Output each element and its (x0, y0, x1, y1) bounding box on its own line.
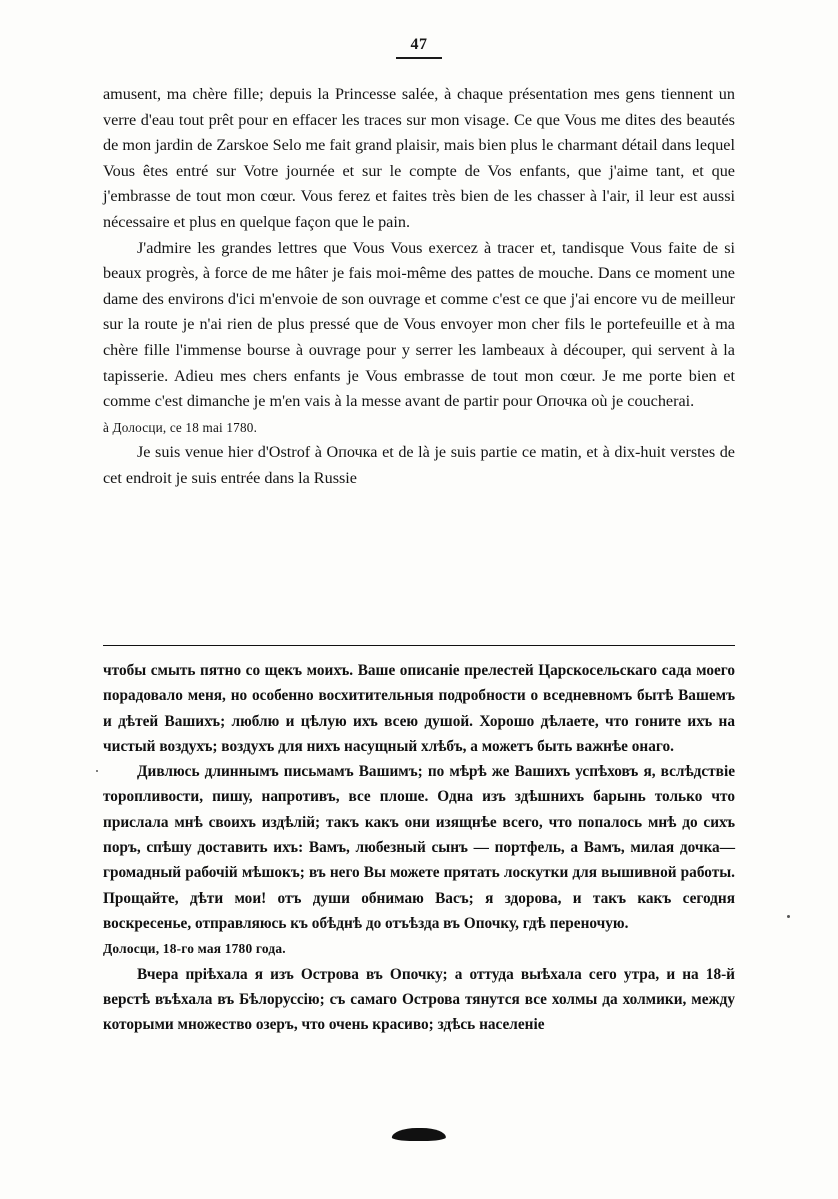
section-divider (103, 645, 735, 646)
paragraph: J'admire les grandes lettres que Vous Vous exercez à tracer et, tandisque Vous faite de si beaux progrès, à force de me hâter je fais moi-même des pattes de mouche. Dans ce moment une dame des environs d'ici m'envoie de son ouvrage et comme c'est ce que j'ai encore vu de meilleur sur la route je n'ai rien de plus pressé que de Vous envoyer mon cher fils le portefeuille et à ma chère fille l'immense bourse à ouvrage pour y serrer les lambeaux à découper, qui servent à la tapisserie. Adieu mes chers enfants je Vous embrasse de tout mon cœur. Je me porte bien et comme c'est dimanche je m'en vais à la messe avant de partir pour Опочка où je coucherai. (103, 238, 735, 411)
page-speck (96, 770, 98, 772)
russian-text-block (103, 658, 735, 1037)
paragraph: Вчера пріѣхала я изъ Острова въ Опочку; а оттуда выѣхала сего утра, и на 18-й верстѣ въѣхала въ Бѣлоруссію; съ самаго Острова тянутся все холмы да холмики, между которыми множество озеръ, что очень красиво; здѣсь населеніе (103, 965, 735, 1034)
page-header (0, 36, 838, 59)
paragraph: amusent, ma chère fille; depuis la Princesse salée, à chaque présentation mes gens tiennent un verre d'eau tout prêt pour en effacer les traces sur mon visage. Ce que Vous me dites des beautés de mon jardin de Zarskoe Selo me fait grand plaisir, mais bien plus le charmant détail dans lequel Vous êtes entré sur Votre journée et sur le compte de Vos enfants, que j'aime tant, et que j'embrasse de tout mon cœur. Vous ferez et faites très bien de les chasser à l'air, il leur est aussi nécessaire et plus en quelque façon que le pain. (103, 85, 735, 231)
leaf-ornament-icon (0, 1128, 838, 1146)
paragraph: Je suis venue hier d'Ostrof à Опочка et de là je suis partie ce matin, et à dix-huit verstes de cet endroit je suis entrée dans la Russie (103, 443, 735, 487)
page-speck (787, 915, 790, 918)
letter-signature: Долосци, 18-го мая 1780 года. (103, 941, 286, 957)
paragraph: Дивлюсь длиннымъ письмамъ Вашимъ; по мѣрѣ же Вашихъ успѣховъ я, вслѣдствіе торопливости, пишу, напротивъ, все плоше. Одна изъ здѣшнихъ барынь только что прислала мнѣ своихъ издѣлій; такъ какъ они изящнѣе всего, что попалось мнѣ до сихъ поръ, спѣшу доставить ихъ: Вамъ, любезный сынъ — портфель, а Вамъ, милая дочка—громадный рабочій мѣшокъ; въ него Вы можете прятать лоскутки для вышивной работы. Прощайте, дѣти мои! отъ души обнимаю Васъ; я здорова, и такъ какъ сегодня воскресенье, отправляюсь къ обѣднѣ до отъѣзда въ Опочку, гдѣ переночую. (103, 763, 735, 932)
page-number: 47 (396, 36, 442, 59)
letter-signature: à Долосци, ce 18 mai 1780. (103, 419, 258, 435)
paragraph: чтобы смыть пятно со щекъ моихъ. Ваше описаніе прелестей Царскосельскаго сада моего порадовало меня, но особенно восхитительныя подробности о вседневномъ бытѣ Вашемъ и дѣтей Вашихъ; люблю и цѣлую ихъ всею душой. Хорошо дѣлаете, что гоните ихъ на чистый воздухъ; воздухъ для нихъ насущный хлѣбъ, а можетъ быть важнѣе онаго. (103, 662, 735, 755)
french-text-block (103, 82, 735, 492)
